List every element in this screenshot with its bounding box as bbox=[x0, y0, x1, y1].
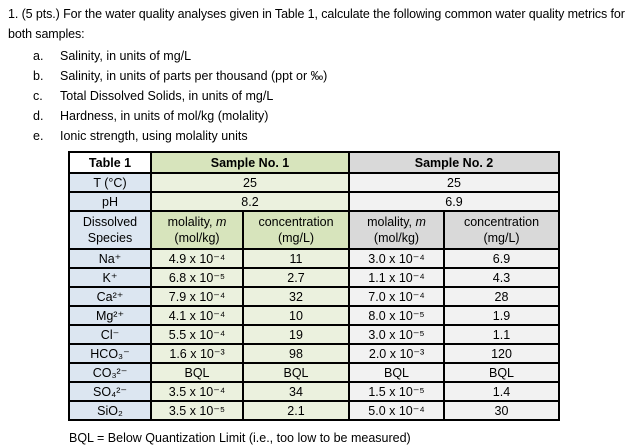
table-row bbox=[69, 287, 559, 306]
s2-concentration-cell: 28 bbox=[444, 287, 559, 306]
s1-molality-cell: 5.5 x 10⁻⁴ bbox=[151, 325, 243, 344]
table-row bbox=[69, 382, 559, 401]
s2-molality-cell: 1.1 x 10⁻⁴ bbox=[349, 268, 444, 287]
problem-list bbox=[33, 46, 637, 146]
problem-intro: 1. (5 pts.) For the water quality analyses given in Table 1, calculate the following common water quality metrics for both samples: bbox=[8, 7, 625, 41]
table-row bbox=[69, 363, 559, 382]
molality-label: molality, m bbox=[167, 215, 227, 229]
species-cell: K⁺ bbox=[69, 268, 151, 287]
sample2-header: Sample No. 2 bbox=[349, 152, 559, 173]
species-column-header: Dissolved Species bbox=[69, 211, 151, 249]
table-row bbox=[69, 325, 559, 344]
molality-label: molality, m bbox=[367, 215, 426, 229]
temperature-sample2: 25 bbox=[349, 173, 559, 192]
s1-molality-header bbox=[151, 211, 243, 249]
s1-molality-cell: 3.5 x 10⁻⁵ bbox=[151, 401, 243, 420]
s1-concentration-cell: 11 bbox=[243, 249, 349, 268]
s1-molality-cell: 4.1 x 10⁻⁴ bbox=[151, 306, 243, 325]
species-cell: Cl⁻ bbox=[69, 325, 151, 344]
s2-molality-cell: 7.0 x 10⁻⁴ bbox=[349, 287, 444, 306]
s1-concentration-cell: BQL bbox=[243, 363, 349, 382]
temperature-row bbox=[69, 173, 559, 192]
s2-molality-cell: 1.5 x 10⁻⁵ bbox=[349, 382, 444, 401]
s1-concentration-cell: 2.7 bbox=[243, 268, 349, 287]
list-item-d bbox=[33, 106, 637, 126]
s2-concentration-cell: BQL bbox=[444, 363, 559, 382]
species-cell: Mg²⁺ bbox=[69, 306, 151, 325]
s1-concentration-header bbox=[243, 211, 349, 249]
s1-molality-cell: 6.8 x 10⁻⁵ bbox=[151, 268, 243, 287]
s2-molality-cell: 2.0 x 10⁻³ bbox=[349, 344, 444, 363]
concentration-label: concentration bbox=[258, 215, 334, 229]
ph-row bbox=[69, 192, 559, 211]
species-cell: SO₄²⁻ bbox=[69, 382, 151, 401]
list-letter: e. bbox=[33, 129, 44, 143]
s1-molality-cell: 1.6 x 10⁻³ bbox=[151, 344, 243, 363]
table-row bbox=[69, 249, 559, 268]
s1-concentration-cell: 10 bbox=[243, 306, 349, 325]
s1-concentration-cell: 34 bbox=[243, 382, 349, 401]
concentration-unit: (mg/L) bbox=[483, 231, 520, 245]
list-letter: c. bbox=[33, 89, 43, 103]
list-item-c bbox=[33, 86, 637, 106]
table-header-row bbox=[69, 152, 559, 173]
s1-concentration-cell: 98 bbox=[243, 344, 349, 363]
s2-molality-header bbox=[349, 211, 444, 249]
s1-molality-cell: 4.9 x 10⁻⁴ bbox=[151, 249, 243, 268]
s2-concentration-header bbox=[444, 211, 559, 249]
species-cell: HCO₃⁻ bbox=[69, 344, 151, 363]
list-letter: d. bbox=[33, 109, 44, 123]
s2-concentration-cell: 30 bbox=[444, 401, 559, 420]
s2-molality-cell: 3.0 x 10⁻⁵ bbox=[349, 325, 444, 344]
concentration-label: concentration bbox=[463, 215, 540, 229]
molality-unit: (mol/kg) bbox=[174, 231, 220, 245]
list-text: Hardness, in units of mol/kg (molality) bbox=[60, 109, 269, 123]
list-item-a bbox=[33, 46, 637, 66]
list-text: Total Dissolved Solids, in units of mg/L bbox=[60, 89, 274, 103]
list-text: Ionic strength, using molality units bbox=[60, 129, 248, 143]
s2-molality-cell: 3.0 x 10⁻⁴ bbox=[349, 249, 444, 268]
temperature-sample1: 25 bbox=[151, 173, 349, 192]
s2-concentration-cell: 6.9 bbox=[444, 249, 559, 268]
sample1-header: Sample No. 1 bbox=[151, 152, 349, 173]
table-title: Table 1 bbox=[69, 152, 151, 173]
species-cell: Na⁺ bbox=[69, 249, 151, 268]
molality-unit: (mol/kg) bbox=[373, 231, 420, 245]
s2-concentration-cell: 4.3 bbox=[444, 268, 559, 287]
s2-molality-cell: BQL bbox=[349, 363, 444, 382]
list-text: Salinity, in units of parts per thousand (ppt or ‰) bbox=[60, 69, 328, 83]
list-letter: b. bbox=[33, 69, 44, 83]
document-root bbox=[0, 4, 637, 447]
s1-molality-cell: 7.9 x 10⁻⁴ bbox=[151, 287, 243, 306]
ph-sample1: 8.2 bbox=[151, 192, 349, 211]
s1-molality-cell: 3.5 x 10⁻⁴ bbox=[151, 382, 243, 401]
s1-concentration-cell: 32 bbox=[243, 287, 349, 306]
s2-molality-cell: 5.0 x 10⁻⁴ bbox=[349, 401, 444, 420]
ph-sample2: 6.9 bbox=[349, 192, 559, 211]
s2-concentration-cell: 120 bbox=[444, 344, 559, 363]
temperature-label: T (°C) bbox=[69, 173, 151, 192]
subheader-row bbox=[69, 211, 559, 249]
s1-concentration-cell: 19 bbox=[243, 325, 349, 344]
bql-footnote: BQL = Below Quantization Limit (i.e., too low to be measured) bbox=[69, 431, 411, 445]
species-cell: Ca²⁺ bbox=[69, 287, 151, 306]
table-row bbox=[69, 344, 559, 363]
list-letter: a. bbox=[33, 49, 44, 63]
water-quality-table bbox=[68, 151, 560, 421]
s2-concentration-cell: 1.1 bbox=[444, 325, 559, 344]
table-row bbox=[69, 401, 559, 420]
species-cell: CO₃²⁻ bbox=[69, 363, 151, 382]
list-item-e bbox=[33, 126, 637, 146]
s2-molality-cell: 8.0 x 10⁻⁵ bbox=[349, 306, 444, 325]
table-row bbox=[69, 268, 559, 287]
species-cell: SiO₂ bbox=[69, 401, 151, 420]
table-row bbox=[69, 306, 559, 325]
s2-concentration-cell: 1.9 bbox=[444, 306, 559, 325]
concentration-unit: (mg/L) bbox=[277, 231, 315, 245]
s1-molality-cell: BQL bbox=[151, 363, 243, 382]
s1-concentration-cell: 2.1 bbox=[243, 401, 349, 420]
s2-concentration-cell: 1.4 bbox=[444, 382, 559, 401]
list-text: Salinity, in units of mg/L bbox=[60, 49, 192, 63]
list-item-b bbox=[33, 66, 637, 86]
ph-label: pH bbox=[69, 192, 151, 211]
